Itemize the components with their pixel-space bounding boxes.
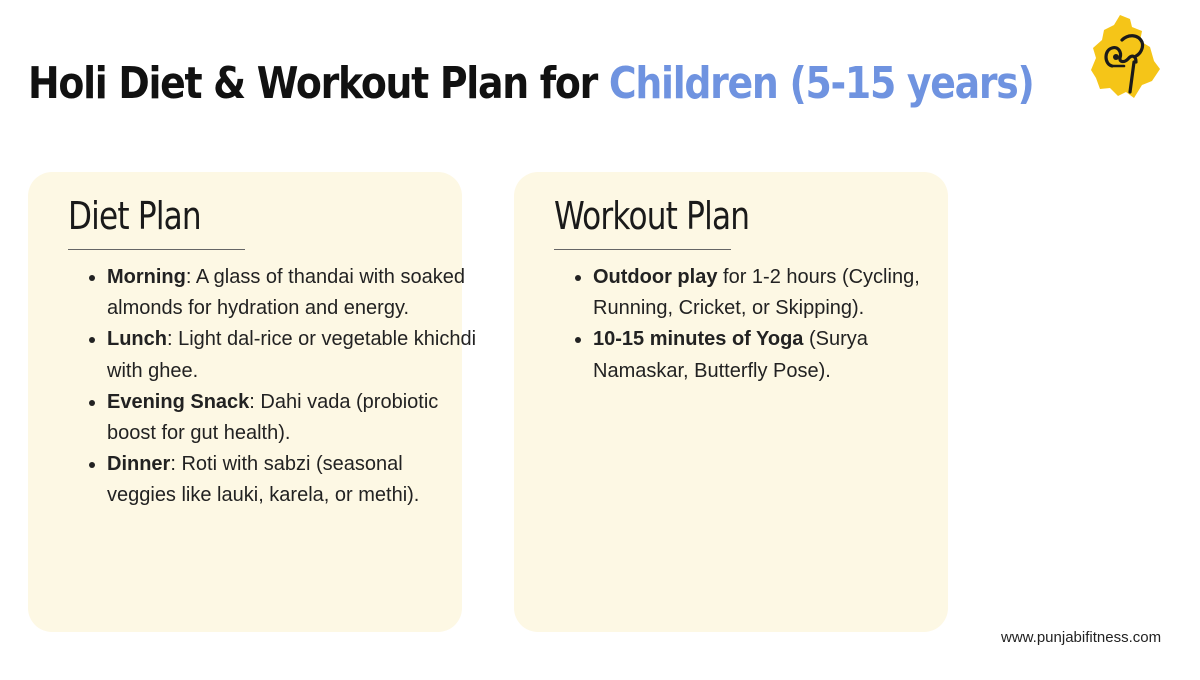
workout-plan-list [554, 262, 963, 387]
workout-plan-card [514, 172, 948, 632]
diet-plan-card [28, 172, 477, 632]
workout-item-outdoor-play [593, 262, 963, 324]
diet-plan-heading: Diet Plan [68, 194, 201, 238]
diet-item-text: : Dahi vada (probiotic boost for gut health). [107, 390, 439, 445]
diet-item-label: Dinner [107, 453, 171, 476]
page-title [28, 58, 1033, 109]
diet-item-label: Lunch [107, 328, 167, 351]
title-highlight: Children (5-15 years) [608, 58, 1034, 109]
diet-item-label: Evening Snack [107, 390, 250, 413]
diet-item-label: Morning [107, 266, 186, 288]
title-main: Holi Diet & Workout Plan for [28, 58, 609, 109]
diet-plan-list [68, 262, 477, 512]
workout-item-text: (Surya Namaskar, Butterfly Pose). [593, 328, 868, 382]
diet-plan-divider [68, 249, 245, 250]
workout-plan-heading: Workout Plan [554, 194, 750, 238]
diet-item-dinner [107, 449, 477, 511]
diet-item-lunch [107, 324, 477, 386]
diet-item-evening-snack [107, 387, 477, 449]
workout-item-yoga [593, 324, 963, 386]
diet-item-text: : Roti with sabzi (seasonal veggies like lauki, karela, or methi). [107, 453, 420, 507]
diet-item-text: : Light dal-rice or vegetable khichdi with ghee. [107, 328, 477, 382]
workout-item-label: Outdoor play [593, 266, 718, 288]
punjab-fitness-logo-icon [1090, 12, 1160, 104]
website-url: www.punjabifitness.com [1001, 629, 1162, 646]
workout-item-label: 10-15 minutes of Yoga [593, 328, 804, 351]
workout-plan-divider [554, 249, 731, 250]
diet-item-morning [107, 262, 477, 324]
diet-item-text: : A glass of thandai with soaked almonds for hydration and energy. [107, 266, 465, 320]
workout-item-text: for 1-2 hours (Cycling, Running, Cricket, or Skipping). [593, 266, 920, 320]
